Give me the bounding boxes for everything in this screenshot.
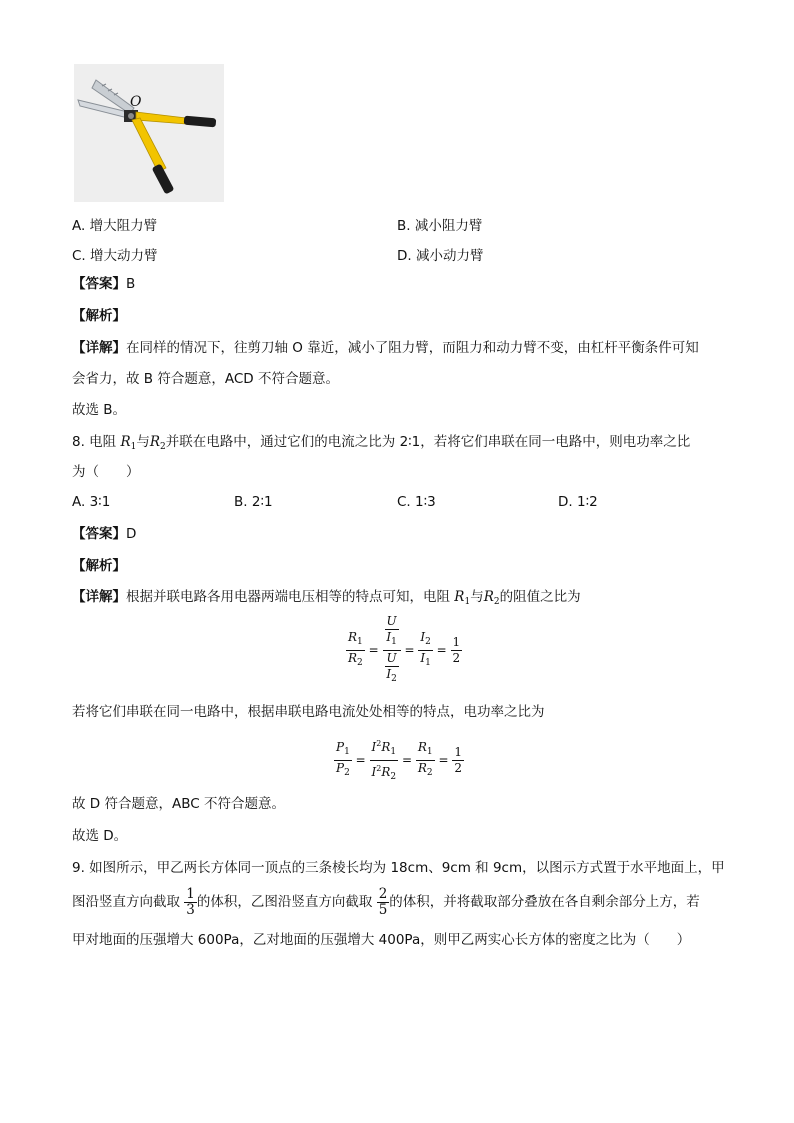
q8-detail-text-c: 的阻值之比为	[499, 589, 581, 605]
q7-answer	[72, 274, 135, 294]
q8-detail-line1	[72, 587, 581, 612]
r1-over-r2-b: $\frac{R_1}{R_2}$	[417, 740, 433, 778]
q8-option-b-text: 2∶1	[251, 494, 273, 510]
q8-conclusion1: 故 D 符合题意，ABC 不符合题意。	[72, 796, 285, 812]
q9-stem-line1: 9. 如图所示，甲乙两长方体同一顶点的三条棱长均为 18cm、9cm 和 9cm，以图示方式置于水平地面上，甲	[72, 860, 725, 876]
eq-sign: =	[436, 643, 447, 657]
option-d-text: 减小动力臂	[415, 248, 484, 264]
q8-stem-line2: 为（ ）	[72, 464, 140, 480]
option-c-key: C.	[72, 248, 86, 264]
q9-stem-line2	[72, 884, 700, 920]
option-a[interactable]	[72, 214, 157, 234]
eq-sign: =	[438, 753, 449, 767]
q8-option-c-text: 1∶3	[415, 494, 436, 510]
r2-symbol: $R_2$	[149, 434, 166, 452]
u-over-i-ratio: $\frac{\frac{U}{I_1}}{\frac{U}{I_2}}$	[383, 614, 401, 687]
fraction-one-third: $\frac{1}{3}$	[186, 885, 195, 918]
option-c-text: 增大动力臂	[90, 248, 158, 264]
q8-conclusion2: 故选 D。	[72, 828, 128, 844]
q8-answer	[72, 524, 136, 544]
detail-tag: 【详解】	[72, 340, 126, 356]
q8-series-text: 若将它们串联在同一电路中，根据串联电路电流处处相等的特点，电功率之比为	[72, 704, 545, 720]
q8-option-b-key: B.	[234, 494, 248, 510]
q9-stem-line3: 甲对地面的压强增大 600Pa，乙对地面的压强增大 400Pa，则甲乙两实心长方体的密度之比为（ ）	[72, 932, 691, 948]
q8-answer-tag: 【答案】	[72, 526, 126, 542]
q7-detail-line2: 会省力，故 B 符合题意，ACD 不符合题意。	[72, 371, 339, 387]
q8-option-d-text: 1∶2	[576, 494, 598, 510]
q8-answer-value: D	[126, 526, 137, 542]
eq-sign: =	[401, 753, 413, 767]
q8-analysis-tag: 【解析】	[72, 558, 126, 574]
option-a-key: A.	[72, 218, 86, 234]
q8-option-b[interactable]	[234, 494, 273, 510]
q8-detail-text-a: 根据并联电路各用电器两端电压相等的特点可知，电阻	[126, 589, 450, 605]
option-d[interactable]	[397, 244, 483, 264]
q7-conclusion: 故选 B。	[72, 402, 127, 418]
power-ratio-equation	[334, 736, 464, 785]
option-b[interactable]	[397, 214, 482, 234]
q7-detail-line1	[72, 338, 699, 358]
resistance-ratio-equation	[346, 614, 462, 687]
one-half: $\frac{1}{2}$	[452, 635, 461, 665]
r1-over-r2: $\frac{R_1}{R_2}$	[348, 630, 363, 668]
q8-option-a-key: A.	[72, 494, 86, 510]
r1-symbol: $R_1$	[120, 434, 137, 452]
eq-sign: =	[355, 753, 366, 767]
r1-symbol-detail: $R_1$	[454, 589, 471, 607]
option-b-text: 减小阻力臂	[414, 218, 483, 234]
pivot-label-o: O	[130, 94, 142, 110]
q8-option-c-key: C.	[397, 494, 411, 510]
detail-text: 在同样的情况下，往剪刀轴 O 靠近，减小了阻力臂，而阻力和动力臂不变，由杠杆平衡条件可知	[126, 340, 699, 356]
q8-detail-tag: 【详解】	[72, 589, 126, 605]
r2-symbol-detail: $R_2$	[483, 589, 500, 607]
q8-option-c[interactable]	[397, 494, 436, 510]
option-c[interactable]	[72, 244, 158, 264]
q9-line2-b: 的体积，乙图沿竖直方向截取	[196, 894, 373, 910]
q8-option-d[interactable]	[558, 494, 598, 510]
i2-over-i1: $\frac{I_2}{I_1}$	[420, 630, 431, 668]
q8-option-a-text: 3∶1	[89, 494, 111, 510]
p1-over-p2: $\frac{P_1}{P_2}$	[336, 740, 350, 778]
eq-sign: =	[404, 643, 415, 657]
q8-option-a[interactable]	[72, 494, 110, 510]
one-half-b: $\frac{1}{2}$	[454, 745, 463, 775]
q8-detail-text-b: 与	[470, 589, 484, 605]
i2r-ratio: $\frac{I^2R_1}{I^2R_2}$	[370, 736, 399, 785]
q8-stem-line1	[72, 432, 690, 457]
option-d-key: D.	[397, 248, 412, 264]
q8-option-d-key: D.	[558, 494, 573, 510]
answer-value: B	[126, 276, 136, 292]
eq-sign: =	[368, 643, 379, 657]
q7-analysis-tag: 【解析】	[72, 308, 126, 324]
q8-stem-rest: 并联在电路中，通过它们的电流之比为 2∶1，若将它们串联在同一电路中，则电功率之比	[165, 434, 691, 450]
option-a-text: 增大阻力臂	[89, 218, 158, 234]
q9-line2-c: 的体积，并将截取部分叠放在各自剩余部分上方，若	[389, 894, 700, 910]
fraction-two-fifths: $\frac{2}{5}$	[378, 885, 388, 918]
q8-stem-and: 与	[136, 434, 150, 450]
hedge-shears-figure	[74, 64, 224, 202]
hedge-shears-illustration	[74, 64, 224, 202]
option-b-key: B.	[397, 218, 411, 234]
answer-tag: 【答案】	[72, 276, 126, 292]
q8-stem-prefix: 8. 电阻	[72, 434, 117, 450]
q9-line2-a: 图沿竖直方向截取	[72, 894, 180, 910]
